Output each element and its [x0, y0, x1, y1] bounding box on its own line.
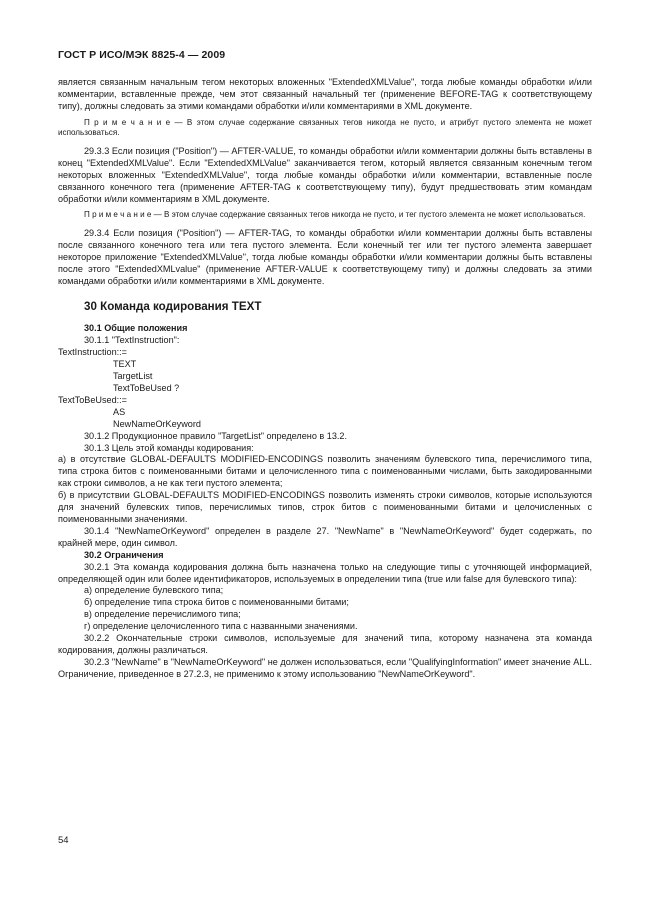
note-2: П р и м е ч а н и е — В этом случае содержание связанных тегов никогда не пусто, и тег пустого элемента не может использоваться.: [84, 210, 586, 220]
code-line-texttobeused-opt: TextToBeUsed ?: [113, 383, 180, 393]
code-line-newnameorkeyword: NewNameOrKeyword: [113, 418, 201, 429]
code-line-texttobeused: TextToBeUsed::=: [58, 394, 127, 405]
clause-30-1-3-b: б) в присутствии GLOBAL-DEFAULTS MODIFIED-ENCODINGS позволить изменять строки символов, которые используются для значений булевских типов, перечислимых типов, строк битов с поименованными битами и целочисленных с поименованными значениями.: [58, 490, 592, 524]
clause-30-2-1: 30.2.1 Эта команда кодирования должна быть назначена только на следующие типы с уточняющей информацией, определяющей один или более идентификаторов, используемых в определении типа (true или false для булевского типа):: [58, 561, 592, 584]
clause-30-1-3-a: а) в отсутствие GLOBAL-DEFAULTS MODIFIED-ENCODINGS позволить значениям булевского типа, перечислимого типа, типа строка битов с поименованными битами и целочисленного типа с поименованными числами, быть закодированными как строки символов, а не как теги пустого элемента;: [58, 454, 592, 489]
clause-30-2-1-a: а) определение булевского типа;: [84, 585, 224, 596]
code-line-text: TEXT: [113, 359, 137, 370]
clause-29-3-4: 29.3.4 Если позиция ("Position") — AFTER-TAG, то команды обработки и/или комментарии должны быть вставлены после связанного конечного тега или тега пустого элемента. Если конечный тег или тег пустого элемента завершает некоторое приложение "ExtendedXMLValue", тогда любые команды обработки и/или комментарии должны быть вставлены после этого "ExtendedXMLvalue" (применение AFTER-VALUE к соответствующему типу) и должны следовать за этими командами обработки и/или комментариями в XML документе.: [58, 228, 592, 286]
clause-30-1-3: 30.1.3 Цель этой команды кодирования:: [84, 442, 254, 453]
page-number: 54: [58, 835, 69, 846]
clause-30-1-2: 30.1.2 Продукционное правило "TargetList" определено в 13.2.: [84, 430, 347, 441]
clause-30-1-4: 30.1.4 "NewNameOrKeyword" определен в разделе 27. "NewName" в "NewNameOrKeyword" будет содержать, по крайней мере, один символ.: [58, 525, 592, 548]
clause-30-2-1-b: б) определение типа строка битов с поименованными битами;: [84, 597, 349, 608]
paragraph-continuation: является связанным начальным тегом некоторых вложенных "ExtendedXMLValue", тогда любые команды обработки и/или комментарии, вставленные прежде, чем этот связанный начальный тег (применение BEFORE-TAG к соответствующему типу), должны следовать за этими командами обработки и/или комментариями в XML документе.: [58, 77, 592, 111]
section-heading-30: 30 Команда кодирования TEXT: [84, 299, 262, 313]
clause-30-1-1: 30.1.1 "TextInstruction":: [84, 335, 180, 346]
clause-30-2-1-d: г) определение целочисленного типа с названными значениями.: [84, 621, 358, 632]
code-line-as: AS: [113, 406, 126, 417]
subsection-heading-30-2: 30.2 Ограничения: [84, 549, 164, 560]
clause-29-3-3: 29.3.3 Если позиция ("Position") — AFTER-VALUE, то команды обработки и/или комментарии должны быть вставлены в конец "ExtendedXMLValue". Если "ExtendedXMLValue" заканчивается тегом, который является связанным конечным тегом некоторых вложенных "ExtendedXMLValue", тогда любые команды обработки и/или комментарии, вставленные после связанного конечного тега (применение AFTER-TAG к соответствующему типу), будут предшествовать этим командам обработки и/или комментариям в XML документе.: [58, 145, 592, 204]
code-line-targetlist: TargetList: [113, 371, 153, 382]
code-line-textinstruction: TextInstruction::=: [58, 347, 127, 358]
note-1: П р и м е ч а н и е — В этом случае содержание связанных тегов никогда не пусто, и атрибут пустого элемента не может использоваться.: [58, 117, 592, 138]
subsection-heading-30-1: 30.1 Общие положения: [84, 323, 188, 334]
page-body: [58, 77, 592, 681]
clause-30-2-1-c: в) определение перечислимого типа;: [84, 609, 241, 620]
clause-30-2-3: 30.2.3 "NewName" в "NewNameOrKeyword" не должен использоваться, если "QualifyingInformation" имеет значение ALL. Ограничение, приведенное в 27.2.3, не применимо к этому использованию "NewNameOrKeyword".: [58, 656, 592, 679]
page-header-title: ГОСТ Р ИСО/МЭК 8825-4 — 2009: [58, 49, 226, 61]
clause-30-2-2: 30.2.2 Окончательные строки символов, используемые для значений типа, которому назначена эта команда кодирования, должны различаться.: [58, 633, 592, 655]
